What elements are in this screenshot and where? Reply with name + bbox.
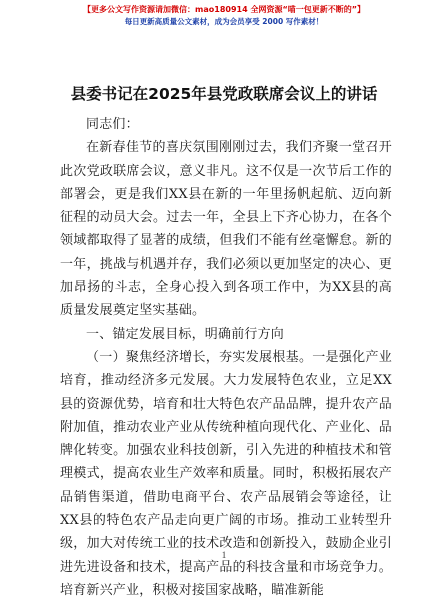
paragraph-section-1-1: （一）聚焦经济增长，夯实发展根基。一是强化产业培育，推动经济多元发展。大力发展特色农业，立足XX县的资源优势，培育和壮大特色农产品品牌，提升农产品附加值，推动农业产业从传统种植向现代化、产业化、品牌化转变。加强农业科技创新，引入先进的种植技术和管理模式，提高农业生产效率和质量。同时，积极拓展农产品销售渠道，借助电商平台、农产品展销会等途径，让XX县的特色农产品走向更广阔的市场。推动工业转型升级，加大对传统工业的技术改造和创新投入，鼓励企业引进先进设备和技术，提高产品的科技含量和市场竞争力。培育新兴产业，积极对接国家战略，瞄准新能 (60, 349, 392, 598)
section-heading-1: 一、锚定发展目标，明确前行方向 (86, 326, 285, 342)
page-number: 1 (221, 550, 227, 560)
paragraph-intro: 在新春佳节的喜庆氛围刚刚过去，我们齐聚一堂召开此次党政联席会议，意义非凡。这不仅是一次节后工作的部署会，更是我们XX县在新的一年里扬帆起航、迈向新征程的动员大会。过去一年，全县上下齐心协力，在各个领域都取得了显著的成绩，但我们不能有丝毫懈怠。新的一年，挑战与机遇并存，我们必须以更加坚定的决心、更加昂扬的斗志，全身心投入到各项工作中，为XX县的高质量发展奠定坚实基础。 (60, 140, 392, 319)
promo-banner-line2: 每日更新高质量公文素材，成为会员享受 2000 写作素材！ (124, 17, 324, 26)
salutation: 同志们： (86, 117, 139, 132)
promo-banner-line1: 【更多公文写作资源请加微信：mao180914 全网资源“喵一包更新不断的”】 (83, 5, 365, 14)
document-title: 县委书记在2025年县党政联席会议上的讲话 (70, 85, 378, 103)
promo-banner (0, 4, 448, 28)
document-body (60, 113, 392, 602)
